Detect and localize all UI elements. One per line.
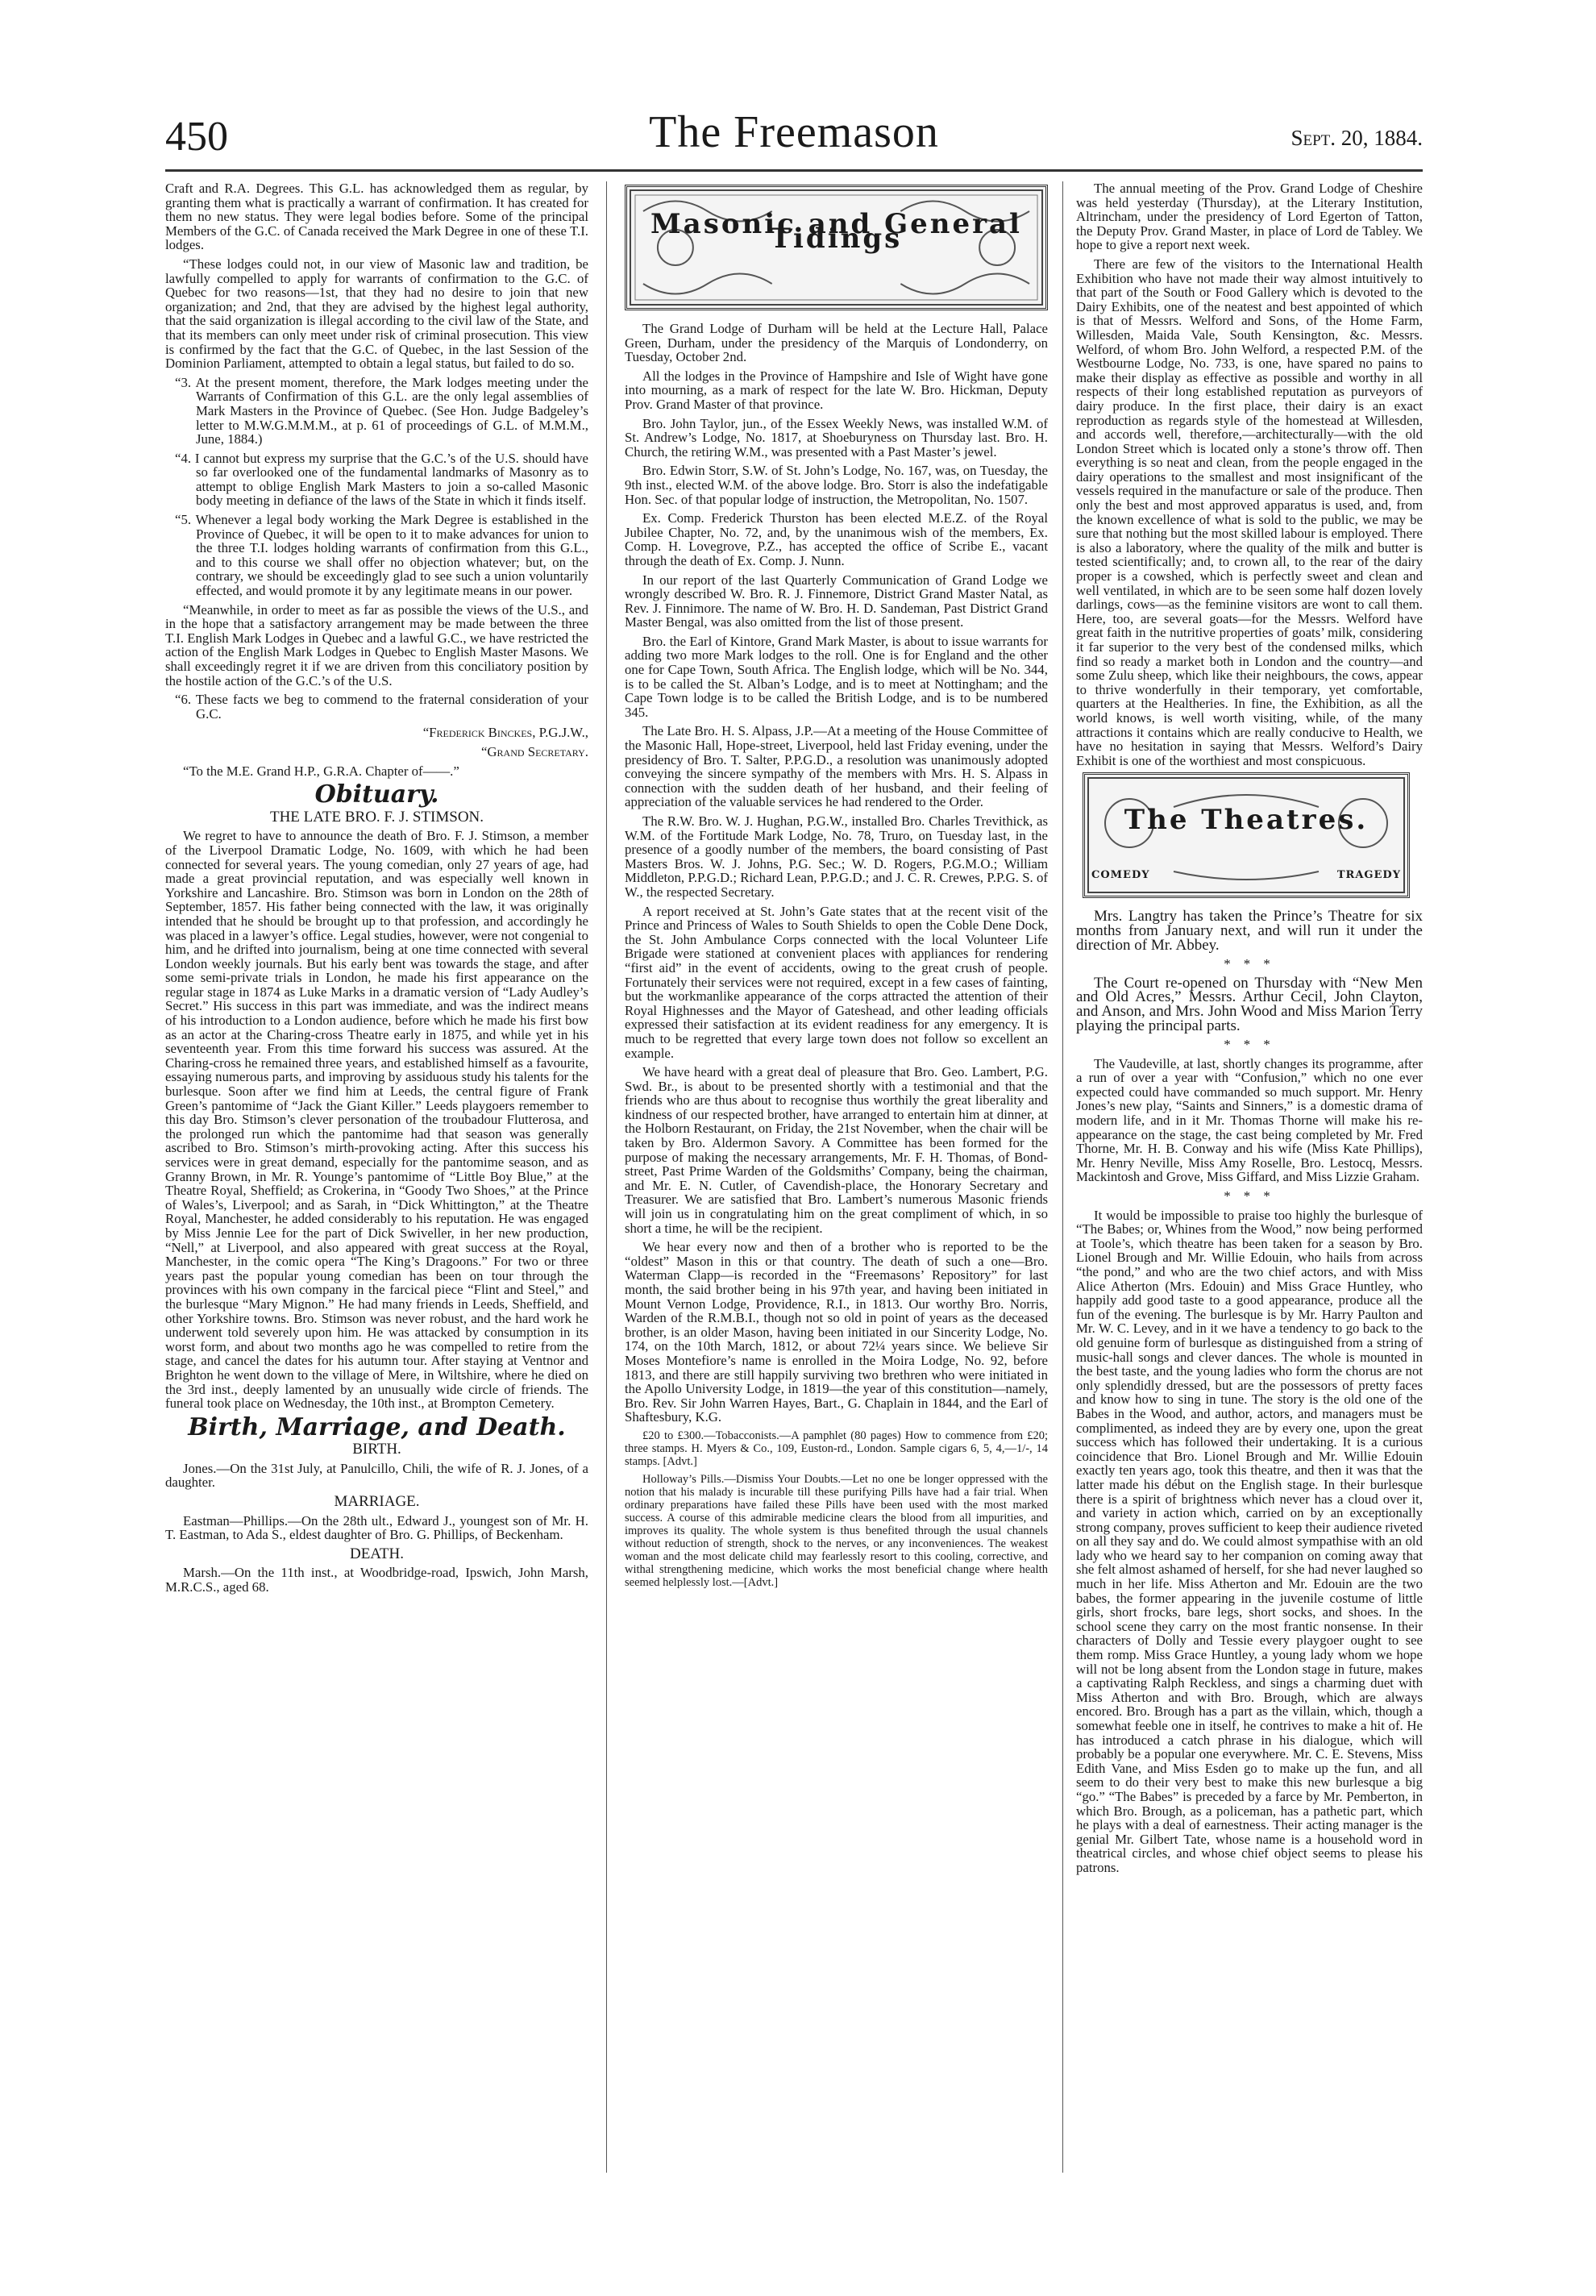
advertisement: £20 to £300.—Tobacconists.—A pamphlet (80 pages) How to commence from £20; three stamps. H. Myers & Co., 109, Euston-rd., London. Sample cigars 6, 5, 4,—1/-, 14 stamps. [Advt.]: [625, 1429, 1048, 1468]
header-rule: [165, 169, 1423, 172]
article-text: The annual meeting of the Prov. Grand Lodge of Cheshire was held yesterday (Thursday), at the Literary Institution, Altrincham, under the presidency of Lord Egerton of Tatton, the Deputy Prov. Grand Master, in place of Lord de Tabley. We hope to give a report next week.: [1076, 181, 1423, 253]
masthead: The Freemason: [649, 107, 939, 157]
separator: * * *: [1224, 956, 1275, 972]
subheading: BIRTH.: [352, 1441, 401, 1458]
article-text: “3. At the present moment, therefore, the Mark lodges meeting under the Warrants of Confirmation of this G.L. are the only legal assemblies of Mark Masters in the Province of Quebec. (See Hon. Judge Badgeley’s letter to M.W.G.M.M.M., at p. 61 of proceedings of G.L. of M.M.M., June, 1884.): [175, 374, 588, 447]
masonic-tidings-banner: [625, 185, 1048, 310]
column-divider: [606, 181, 607, 2173]
article-text: “These lodges could not, in our view of Masonic law and tradition, be lawfully compelled to apply for warrants of confirmation to the G.C. of Quebec for two reasons—1st, that they had no desire to join that new organization; and 2nd, that they are advised by the highest legal authority, that the said organization is illegal according to the civil law of the State, and that its members can only meet under risk of criminal prosecution. This view is confirmed by the fact that the G.C. of Quebec, in the last Session of the Dominion Parliament, attempted to obtain a legal status, but failed to do so.: [165, 256, 588, 372]
theatres-banner: [1083, 772, 1410, 898]
signature: “Frederick Binckes, P.G.J.W.,: [422, 725, 588, 741]
notice-text: Eastman—Phillips.—On the 28th ult., Edward J., youngest son of Mr. H. T. Eastman, to Ada S., eldest daughter of Bro. G. Phillips, of Beckenham.: [165, 1512, 588, 1543]
article-text: We hear every now and then of a brother who is reported to be the “oldest” Mason in this or that country. The death of such a one—Bro. Waterman Clapp—is recorded in the “Freemasons’ Repository” for last month, the said brother being in his 97th year, and having been initiated in Mount Vernon Lodge, Providence, R.I., in 1813. Our worthy Bro. Norris, Warden of the R.M.B.I., though not so old in point of years as the deceased brother, is an older Mason, having been initiated in our Sincerity Lodge, No. 174, on the 10th March, 1812, or about 72¼ years since. We believe Sir Moses Montefiore’s name is enrolled in the Moira Lodge, No. 92, before 1813, and there are still happily surviving two brethren who were initiated in the Apollo University Lodge, in 1819—the year of this constitution—namely, Bro. Rev. Sir John Warren Hayes, Bart., G. Chaplain in 1844, and the Earl of Shaftesbury, K.G.: [625, 1239, 1048, 1425]
article-text: We regret to have to announce the death of Bro. F. J. Stimson, a member of the Liverpool Dramatic Lodge, No. 1609, with which he had been connected for several years. The young comedian, only 27 years of age, had made a great provincial reputation, and was especially well known in Yorkshire and Lancashire. Bro. Stimson was born in London on the 28th of September, 1857. His father being connected with the law, it was originally intended that he should be brought up to that profession, and accordingly he was placed in a lawyer’s office. Legal studies, however, were not congenial to him, and he drifted into journalism, being at one time connected with several London weekly journals. But his early bent was towards the stage, and after some semi-private trials in London, he made his first appearance on the regular stage in 1874 as Luke Marks in a dramatic version of “Lady Audley’s Secret.” His success in this part was immediate, and was the indirect means of his introduction to a London audience, before which he made his first bow as an actor at the Charing-cross Theatre early in 1875, and while yet in his seventeenth year. From this time forward his success was assured. At the Charing-cross he remained three years, and established himself as a favourite, essaying numerous parts, and improving by assiduous study his talents for the burlesque. Soon after we find him at Leeds, the central figure of Frank Green’s pantomime of “Jack the Giant Killer.” Leeds playgoers remember to this day Bro. Stimson’s clever personation of the troubadour Flutterosa, and the prolonged run which the pantomime had that season was generally ascribed to Bro. Stimson’s mirth-provoking acting. After this success his services were in great demand, especially for the pantomime season, and as Granny Brown, in Mr. R. Younge’s pantomime of “Little Boy Blue,” at the Theatre Royal, Sheffield; as Crokerina, in “Goody Two Shoes,” at the Prince of Wales’s, Liverpool; and as Sarah, in “Dick Whittington,” at the Theatre Royal, Manchester, he added considerably to his reputation. He was engaged by Miss Jennie Lee for the part of Dick Swiveller, in her new production, “Nell,” at Liverpool, and also appeared with great success at the Royal, Manchester, in the comic opera “The King’s Dragoons.” For two or three years past the popular young comedian has been on tour through the provinces with his own company in the farcical piece “Flint and Steel,” and the burlesque “Mary Mignon.” He had many friends in Leeds, Sheffield, and other Yorkshire towns. Bro. Stimson was never robust, and the hard work he underwent told severely upon him. He was attacked by consumption in its worst form, and about two months ago he was compelled to retire from the stage, and cancel the dates for his autumn tour. After staying at Ventnor and Brighton he went down to the village of Mere, in Wiltshire, where he died on the 3rd inst., deeply lamented by an unusually wide circle of friends. The funeral took place on Wednesday, the 10th inst., at Brompton Cemetery.: [165, 828, 588, 1412]
column-1: [165, 181, 588, 1599]
banner-label-comedy: COMEDY: [1091, 869, 1150, 882]
separator: * * *: [1224, 1188, 1275, 1204]
article-text: In our report of the last Quarterly Communication of Grand Lodge we wrongly described W. Bro. R. J. Finnemore, District Grand Master Natal, as Rev. J. Finnimore. The name of W. Bro. H. D. Sandeman, Past District Grand Master Bengal, was also omitted from the list of those present.: [625, 572, 1048, 630]
separator: * * *: [1224, 1037, 1275, 1053]
banner-title: Masonic and General Tidings: [650, 208, 1022, 255]
article-text: The Vaudeville, at last, shortly changes its programme, after a run of over a year with “Confusion,” which no one ever expected could have commanded so much support. Mr. Henry Jones’s new play, “Saints and Sinners,” is a domestic drama of modern life, and in it Mr. Thomas Thorne will make his re-appearance on the stage, the cast being completed by Mr. Fred Thorne, Mr. H. B. Conway and his wife (Miss Kate Phillips), Mr. Henry Neville, Miss Amy Roselle, Bro. Lestocq, Messrs. Mackintosh and Grove, Miss Giffard, and Miss Lizzie Graham.: [1076, 1055, 1423, 1185]
article-text: The Late Bro. H. S. Alpass, J.P.—At a meeting of the House Committee of the Masonic Hall, Hope-street, Liverpool, held last Friday evening, under the presidency of Bro. T. Salter, P.P.G.D., a resolution was unanimously adopted conveying the sincere sympathy of the members with Mrs. H. S. Alpass in connection with the sudden death of her husband, and their feeling of appreciation of the valuable services he had rendered to the Order.: [625, 723, 1048, 810]
article-text: “5. Whenever a legal body working the Mark Degree is established in the Province of Quebec, it will be open to it to make advances for union to the three T.I. lodges holding warrants of confirmation from this G.L., and to this course we shall offer no objection whatever; but, on the contrary, we should be exceedingly glad to see such a union voluntarily effected, and would promote it by any legitimate means in our power.: [175, 512, 588, 599]
column-divider: [1062, 181, 1063, 2173]
article-text: “Meanwhile, in order to meet as far as possible the views of the U.S., and in the hope that a satisfactory arrangement may be made between the three T.I. English Mark Lodges in Quebec and a lawful G.C., we have restricted the action of the English Mark Lodges in Quebec to English Master Masons. We shall exceedingly regret it if we are driven from this conciliatory position by the hostile action of the G.C.’s of the U.S.: [165, 601, 588, 688]
advertisement: Holloway’s Pills.—Dismiss Your Doubts.—Let no one be longer oppressed with the notion that his malady is incurable till these purifying Pills have had a fair trial. When ordinary preparations have failed these Pills have been used with the most marked success. A course of this admirable medicine clears the blood from all impurities, and improves its quality. The whole system is thus benefited through the usual channels without reduction of strength, shock to the nerves, or any inconveniences. The weakest woman and the most delicate child may fearlessly resort to this cooling, corrective, and withal strengthening medicine, which works the most beneficial change where health seemed helplessly lost.—[Advt.]: [625, 1472, 1048, 1589]
subheading: DEATH.: [349, 1545, 405, 1562]
section-heading: Obituary.: [314, 780, 439, 809]
article-text: Bro. John Taylor, jun., of the Essex Weekly News, was installed W.M. of St. Andrew’s Lodge, No. 1817, at Shoeburyness on Thursday last. Bro. H. Church, the retiring W.M., was presented with a Past Master’s jewel.: [625, 415, 1048, 460]
page-header: [165, 107, 1423, 169]
banner-title: The Theatres.: [1124, 804, 1369, 837]
article-text: A report received at St. John’s Gate states that at the recent visit of the Prince and Princess of Wales to South Shields to open the Coble Dene Dock, the St. John Ambulance Corps connected with the local Volunteer Life Brigade were stationed at convenient places with appliances for rendering “first aid” in the event of accidents, owing to the great crush of people. Fortunately their services were not required, except in a few cases of fainting, but the workmanlike appearance of the corps attracted the attention of their Royal Highnesses and the Mayor of Gateshead, and other leading officials expressed their satisfaction at its evident readiness for any emergency. It is much to be regretted that every large town does not follow so excellent an example.: [625, 903, 1048, 1061]
section-heading: Birth, Marriage, and Death.: [188, 1412, 566, 1441]
column-3: [1076, 181, 1423, 1880]
article-text: “4. I cannot but express my surprise that the G.C.’s of the U.S. should have so far overlooked one of the fundamental landmarks of Masonry as to attempt to oblige English Mark Masters to join a so-called Masonic body meeting in defiance of the laws of the State in which it finds itself.: [175, 450, 588, 509]
page-number: 450: [165, 114, 228, 160]
article-text: The R.W. Bro. W. J. Hughan, P.G.W., installed Bro. Charles Trevithick, as W.M. of the Fortitude Mark Lodge, No. 78, Truro, on Tuesday last, in the presence of a goodly number of the members, the board consisting of Past Masters Bros. W. J. Johns, P.G. Sec.; W. D. Rogers, P.G.M.O.; William Middleton, P.P.G.D.; Richard Lean, P.P.G.D.; and J. C. R. Crewes, P.P.G. S. of W., the respected Secretary.: [625, 813, 1048, 900]
article-text: We have heard with a great deal of pleasure that Bro. Geo. Lambert, P.G. Swd. Br., is about to be presented shortly with a testimonial and that the friends who are thus about to recognise thus worthily the great liberality and kindness of our respected brother, have arranged to entertain him at dinner, at the Holborn Restaurant, on Friday, the 21st November, when the chair will be taken by Bro. Aldermon Savory. A Committee has been formed for the purpose of making the necessary arrangements, Mr. F. H. Thomas, of Bond-street, Past Prime Warden of the Goldsmiths’ Company, being the chairman, and Mr. E. N. Cutler, of Cavendish-place, the Honorary Secretary and Treasurer. We are satisfied that Bro. Lambert’s numerous Masonic friends will join us in congratulating him on the great compliment of which, in so short a time, he will be the recipient.: [625, 1064, 1048, 1236]
article-text: Mrs. Langtry has taken the Prince’s Theatre for six months from January next, and will run it under the direction of Mr. Abbey.: [1076, 908, 1423, 954]
article-text: “6. These facts we beg to commend to the fraternal consideration of your G.C.: [175, 692, 588, 722]
notice-text: Jones.—On the 31st July, at Panulcillo, Chili, the wife of R. J. Jones, of a daughter.: [165, 1460, 588, 1491]
article-title: THE LATE BRO. F. J. STIMSON.: [269, 808, 484, 826]
banner-label-tragedy: TRAGEDY: [1336, 869, 1401, 882]
article-text: There are few of the visitors to the International Health Exhibition who have not made their way almost intuitively to that part of the South or Food Gallery which is devoted to the Dairy Exhibits, one of the neatest and best appointed of which is that of Messrs. Welford and Sons, of the Home Farm, Willesden, Maida Vale, South Kensington, &c. Messrs. Welford, of whom Bro. John Welford, a respected P.M. of the Westbourne Lodge, No. 733, is one, have spared no pains to make their display as effective as possible and worthy in all respects of their long established reputation as purveyors of dairy produce. In the first place, their dairy is an exact reproduction as regards style of the homestead at Willesden, and accords well, therefore,—architecturally—with the old London Street which is located only a stone’s throw off. Then everything is so neat and clean, from the people engaged in the dairy operations to the smallest and most insignificant of the vessels required in the manufacture or sale of the produce. Then only the best and most approved apparatus is used, and, from the known excellence of what is sold to the public, we may be sure that nothing but the most skilled labour is employed. There is also a laboratory, where the quality of the milk and butter is tested scientifically; and, to crown all, to the rear of the dairy proper is a cowshed, which is perfectly sweet and clean and well ventilated, in which are to be seen some half dozen lovely darlings, cows—as the feminine visitors are wont to call them. Here, too, are several goats—for the Messrs. Welford have great faith in the nutritive properties of goats’ milk, considering it far superior to the very best of the condensed milks, which find so ready a market both in London and the country—and some Zulu sheep, which like their neighbours, the cows, appear to thrive wonderfully in their temporary, yet comfortable, quarters at the Healtheries. In fine, the Exhibition, as all the world knows, is well worth visiting, while, of the many attractions it contains which are really conducive to Health, we have no hesitation in saying that Messrs. Welford’s Dairy Exhibit is one of the worthiest and most conspicuous.: [1076, 256, 1423, 768]
article-text: Bro. Edwin Storr, S.W. of St. John’s Lodge, No. 167, was, on Tuesday, the 9th inst., elected W.M. of the above lodge. Bro. Storr is also the indefatigable Hon. Sec. of that popular lodge of instruction, the Metropolitan, No. 1507.: [625, 463, 1048, 507]
article-text: Craft and R.A. Degrees. This G.L. has acknowledged them as regular, by granting them what is practically a warrant of confirmation. It has created for them no new status. They were legal bodies before. Some of the principal Members of the G.C. of Canada received the Mark Degree in one of these T.I. lodges.: [165, 181, 588, 253]
article-text: It would be impossible to praise too highly the burlesque of “The Babes; or, Whines from the Wood,” now being performed at Toole’s, which theatre has been taken for a season by Bro. Lionel Brough and Mr. Willie Edouin, who hails from across “the pond,” and who are the two chief actors, and with Miss Alice Atherton (Mrs. Edouin) and Miss Grace Huntley, who happily add good taste to a good appearance, produce all the fun of the evening. The burlesque is by Mr. Harry Paulton and Mr. W. C. Levey, and in it we have a tendency to go back to the old genuine form of burlesque as distinguished from a string of music-hall songs and clever dances. The whole is mounted in the best taste, and the young ladies who form the chorus are not only splendidly dressed, but are the possessors of pretty faces and know how to sing in tune. The story is the old one of the Babes in the Wood, and author, actors, and managers must be complimented, as indeed they are by every one, upon the great success which has followed their undertaking. It is a curious coincidence that Bro. Lionel Brough and Mr. Willie Edouin exactly ten years ago, took this theatre, and then it was that the latter made his début on the English stage. In their burlesque there is a spirit of brightness which never has a cloud over it, and variety in action which, carried on by an exceptionally strong company, proves sufficient to keep their audience riveted on all they say and do. We could almost sympathise with an old lady who we heard say to her companion on coming away that she felt almost ashamed of herself, for she had never laughed so much in her life. Miss Atherton and Mr. Edouin are the two babes, the former appearing in the juvenile costume of little girls, short frocks, bare legs, short socks, and shoes. In the school scene they carry on the most frantic nonsense. In their characters of Dolly and Tessie every playgoer ought to see them romp. Miss Grace Huntley, a young lady whom we hope will not be long absent from the London stage in future, makes a captivating Ralph Reckless, and sings a charming duet with Miss Atherton and with Bro. Brough, which are always encored. Bro. Brough has a part as the villain, which, though a somewhat feeble one in itself, he contrives to make a hit of. He has introduced a catch phrase in his dialogue, which will probably be a popular one everywhere. Mr. C. E. Stevens, Miss Edith Vane, and Miss Esden go to make up the fun, and all seem to do their very best to make this new burlesque a big “go.” “The Babes” is preceded by a farce by Mr. Pemberton, in which Bro. Brough, as a policeman, has a pathetic part, which he plays with a deal of earnestness. Their acting manager is the genial Mr. Gilbert Tate, whose name is a household word in theatrical circles, and whose chief object seems to please his patrons.: [1076, 1207, 1423, 1875]
notice-text: Marsh.—On the 11th inst., at Woodbridge-road, Ipswich, John Marsh, M.R.C.S., aged 68.: [165, 1565, 588, 1595]
signature: “Grand Secretary.: [480, 743, 588, 759]
article-text: Bro. the Earl of Kintore, Grand Mark Master, is about to issue warrants for adding two more Mark lodges to the roll. One is for England and the other one for Cape Town, South Africa. The English lodge, which will be No. 344, is to be called the St. Alban’s Lodge, and is to meet at Nottingham; and the Cape Town lodge is to be called the British Lodge, and is to be numbered 345.: [625, 633, 1048, 720]
article-text: The Grand Lodge of Durham will be held at the Lecture Hall, Palace Green, Durham, under the presidency of the Marquis of Londonderry, on Tuesday, October 2nd.: [625, 321, 1048, 365]
issue-date: Sept. 20, 1884.: [1291, 126, 1423, 150]
column-2: [625, 181, 1048, 1594]
article-text: Ex. Comp. Frederick Thurston has been elected M.E.Z. of the Royal Jubilee Chapter, No. 72, and, by the unanimous wish of the members, Ex. Comp. H. Lovegrove, P.Z., has accepted the office of Scribe E., vacant through the death of Ex. Comp. J. Nunn.: [625, 510, 1048, 568]
signature: “To the M.E. Grand H.P., G.R.A. Chapter of——.”: [183, 763, 459, 779]
subheading: MARRIAGE.: [334, 1493, 420, 1511]
article-text: The Court re-opened on Thursday with “New Men and Old Acres,” Messrs. Arthur Cecil, John Clayton, and Anson, and Mrs. John Wood and Miss Marion Terry playing the principal parts.: [1076, 974, 1423, 1034]
article-text: All the lodges in the Province of Hampshire and Isle of Wight have gone into mourning, as a mark of respect for the late W. Bro. Hickman, Deputy Prov. Grand Master of that province.: [625, 368, 1048, 412]
